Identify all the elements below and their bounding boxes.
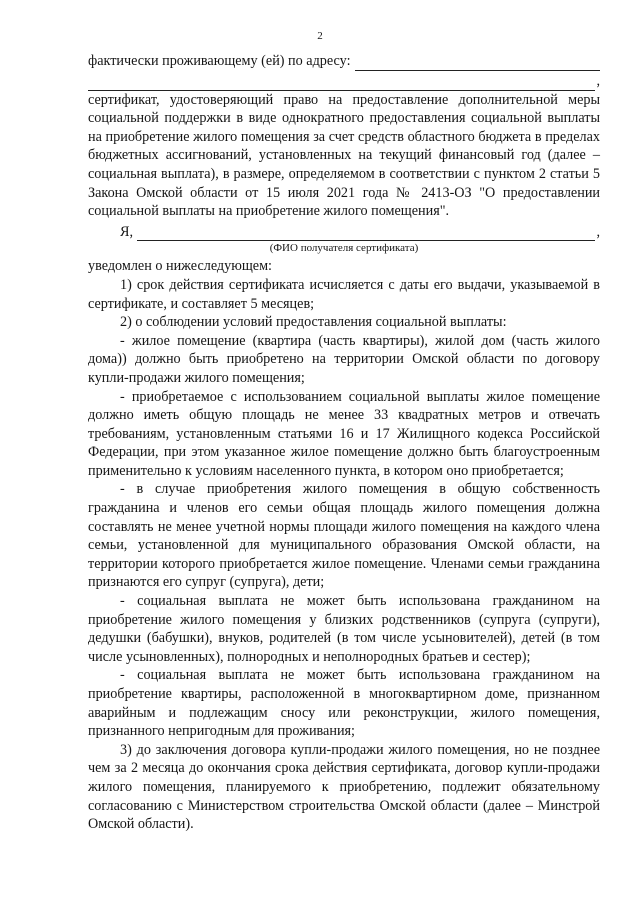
recipient-line-comma: , <box>596 223 600 240</box>
paragraph: 1) срок действия сертификата исчисляется с даты его выдачи, указываемой в сертификате, и составляет 5 месяцев; <box>88 276 600 312</box>
conditions-list <box>88 276 600 834</box>
notified-text: уведомлен о нижеследующем: <box>88 258 272 275</box>
document-body <box>88 52 600 834</box>
recipient-fill-blank <box>137 227 595 241</box>
paragraph: 2) о соблюдении условий предоставления социальной выплаты: <box>120 314 507 331</box>
intro-paragraph: сертификат, удостоверяющий право на предоставление дополнительной меры социальной поддержки в виде однократного предоставления социальной выплаты на приобретение жилого помещения за счет средств областного бюджета в пределах бюджетных ассигнований, установленных на текущий финансовый год (далее – социальная выплата), в размере, определяемом в соответствии с пунктом 2 статьи 5 Закона Омской области от 15 июля 2021 года № 2413-ОЗ "О предоставлении социальной выплаты на приобретение жилого помещения". <box>88 91 600 220</box>
paragraph: - социальная выплата не может быть использована гражданином на приобретение квартиры, расположенной в многоквартирном доме, признанном аварийным и подлежащим сносу или реконструкции, жилого помещения, признанного непригодным для проживания; <box>88 667 600 740</box>
address-fill-blank-2 <box>88 77 595 91</box>
paragraph: 3) до заключения договора купли-продажи жилого помещения, но не позднее чем за 2 месяца до окончания срока действия сертификата, договор купли-продажи жилого помещения, планируемого к приобретению, подлежит обязательному согласованию с Министерством строительства Омской области (далее – Минстрой Омской области). <box>88 741 600 833</box>
paragraph: - приобретаемое с использованием социальной выплаты жилое помещение должно иметь общую площадь не менее 33 квадратных метров и отвечать требованиям, установленным статьями 16 и 17 Жилищного кодекса Российской Федерации, при этом указанное жилое помещение должно быть благоустроенным применительно к условиям населенного пункта, в котором оно приобретается; <box>88 388 600 479</box>
paragraph: - жилое помещение (квартира (часть квартиры), жилой дом (часть жилого дома)) должно быть приобретено на территории Омской области по договору купли-продажи жилого помещения; <box>88 332 600 386</box>
recipient-label: Я, <box>120 223 134 240</box>
address-continuation-line <box>88 71 600 91</box>
address-label: фактически проживающему (ей) по адресу: <box>88 53 351 69</box>
paragraph: - социальная выплата не может быть использована гражданином на приобретение жилого помещения у близких родственников (супруга (супруги), дедушки (бабушки), внуков, родителей (в том числе усыновителей), детей (в том числе усыновленных), полнородных и неполнородных братьев и сестер); <box>88 593 600 665</box>
address-line-comma: , <box>596 73 600 89</box>
recipient-line <box>88 223 600 242</box>
address-fill-blank <box>355 57 600 71</box>
paragraph: - в случае приобретения жилого помещения в общую собственность гражданина и членов его семьи общая площадь жилого помещения должна составлять не менее учетной нормы площади жилого помещения на каждого члена семьи, установленной для муниципального образования Омской области, на территории которого приобретается жилое помещение. Членами семьи гражданина признаются его супруг (супруга), дети; <box>88 481 600 591</box>
page-number: 2 <box>317 30 323 42</box>
address-line <box>88 52 600 71</box>
fio-caption: (ФИО получателя сертификата) <box>269 242 419 255</box>
